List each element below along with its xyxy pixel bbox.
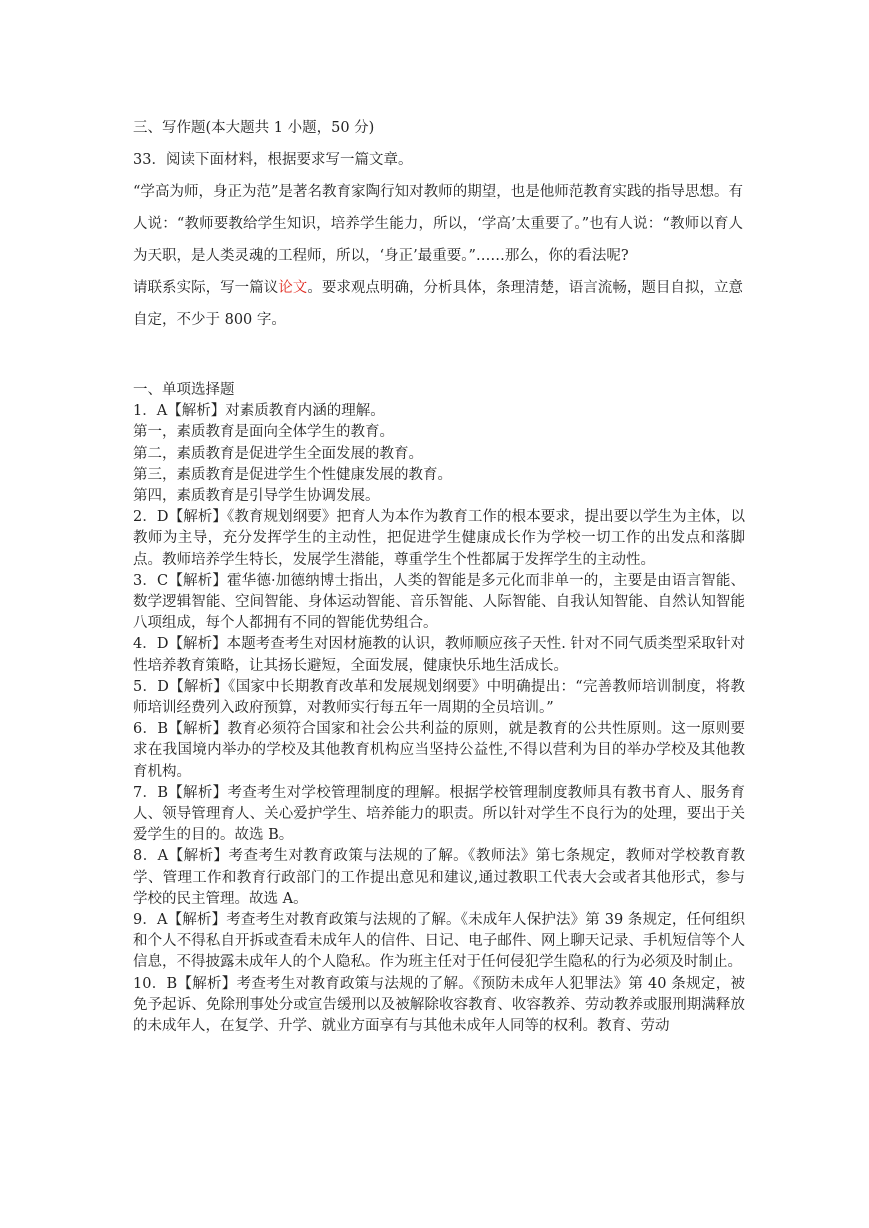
answer-9: 9．A【解析】考查考生对教育政策与法规的了解。《未成年人保护法》第 39 条规定，任何组织和个人不得私自开拆或查看未成年人的信件、日记、电子邮件、网上聊天记录、手机短信等个人信息，不得披露未成年人的个人隐私。作为班主任对于任何侵犯学生隐私的行为必须及时制止。 <box>133 912 745 971</box>
question-33: 33．阅读下面材料，根据要求写一篇文章。 <box>133 152 413 168</box>
answer-5: 5．D【解析】《国家中长期教育改革和发展规划纲要》中明确提出：“完善教师培训制度，将教师培训经费列入政府预算，对教师实行每五年一周期的全员培训。” <box>133 678 745 717</box>
answer-3: 3．C【解析】霍华德·加德纳博士指出，人类的智能是多元化而非单一的，主要是由语言智能、数学逻辑智能、空间智能、身体运动智能、音乐智能、人际智能、自我认知智能、自然认知智能八项组成，每个人都拥有不同的智能优势组合。 <box>133 572 745 632</box>
requirement-text-after: 。要求观点明确，分析具体，条理清楚，语言流畅，题目自拟，立意自定，不少于 800 字。 <box>133 280 744 328</box>
essay-link[interactable]: 论文 <box>278 280 308 296</box>
answer-10: 10．B【解析】考查考生对教育政策与法规的了解。《预防未成年人犯罪法》第 40 条规定，被免予起诉、免除刑事处分或宣告缓刑以及被解除收容教育、收容教养、劳动教养或服刑期满释放的未成年人，在复学、升学、就业方面享有与其他未成年人同等的权利。教育、劳动 <box>133 975 745 1035</box>
writing-heading: 三、写作题(本大题共 1 小题，50 分) <box>133 120 375 136</box>
answer-1: 1．A【解析】对素质教育内涵的理解。 <box>133 403 385 420</box>
answer-4: 4．D【解析】本题考查考生对因材施教的认识，教师顺应孩子天性. 针对不同气质类型采取针对性培养教育策略，让其扬长避短，全面发展，健康快乐地生活成长。 <box>133 636 745 674</box>
answer-1-point-4: 第四，素质教育是引导学生协调发展。 <box>133 488 380 505</box>
answer-1-point-3: 第三，素质教育是促进学生个性健康发展的教育。 <box>133 466 452 483</box>
writing-section <box>133 112 743 336</box>
requirement-text-before: 请联系实际，写一篇议 <box>133 280 279 296</box>
answers-section <box>133 380 745 1037</box>
answer-6: 6．B【解析】教育必须符合国家和社会公共利益的原则，就是教育的公共性原则。这一原则要求在我国境内举办的学校及其他教育机构应当坚持公益性,不得以营利为目的举办学校及其他教育机构。 <box>133 721 745 780</box>
answer-7: 7．B【解析】考查考生对学校管理制度的理解。根据学校管理制度教师具有教书育人、服务育人、领导管理育人、关心爱护学生、培养能力的职责。所以针对学生不良行为的处理，要出于关爱学生的目的。故选 B。 <box>133 784 745 844</box>
material-paragraph: “学高为师，身正为范”是著名教育家陶行知对教师的期望，也是他师范教育实践的指导思想。有人说：“教师要教给学生知识，培养学生能力，所以，‘学高’太重要了。”也有人说：“教师以育人为天职，是人类灵魂的工程师，所以，‘身正’最重要。”……那么，你的看法呢? <box>133 184 743 264</box>
answer-1-point-1: 第一，素质教育是面向全体学生的教育。 <box>133 424 394 441</box>
requirement-paragraph <box>133 272 743 336</box>
answers-heading: 一、单项选择题 <box>133 382 235 398</box>
answer-1-point-2: 第二，素质教育是促进学生全面发展的教育。 <box>133 445 423 462</box>
answer-8: 8．A【解析】考查考生对教育政策与法规的了解。《教师法》第七条规定，教师对学校教育教学、管理工作和教育行政部门的工作提出意见和建议,通过教职工代表大会或者其他形式，参与学校的民主管理。故选 A。 <box>133 848 745 907</box>
answer-2: 2．D【解析】《教育规划纲要》把育人为本作为教育工作的根本要求，提出要以学生为主体，以教师为主导，充分发挥学生的主动性，把促进学生健康成长作为学校一切工作的出发点和落脚点。教师培养学生特长，发展学生潜能，尊重学生个性都属于发挥学生的主动性。 <box>133 509 745 568</box>
